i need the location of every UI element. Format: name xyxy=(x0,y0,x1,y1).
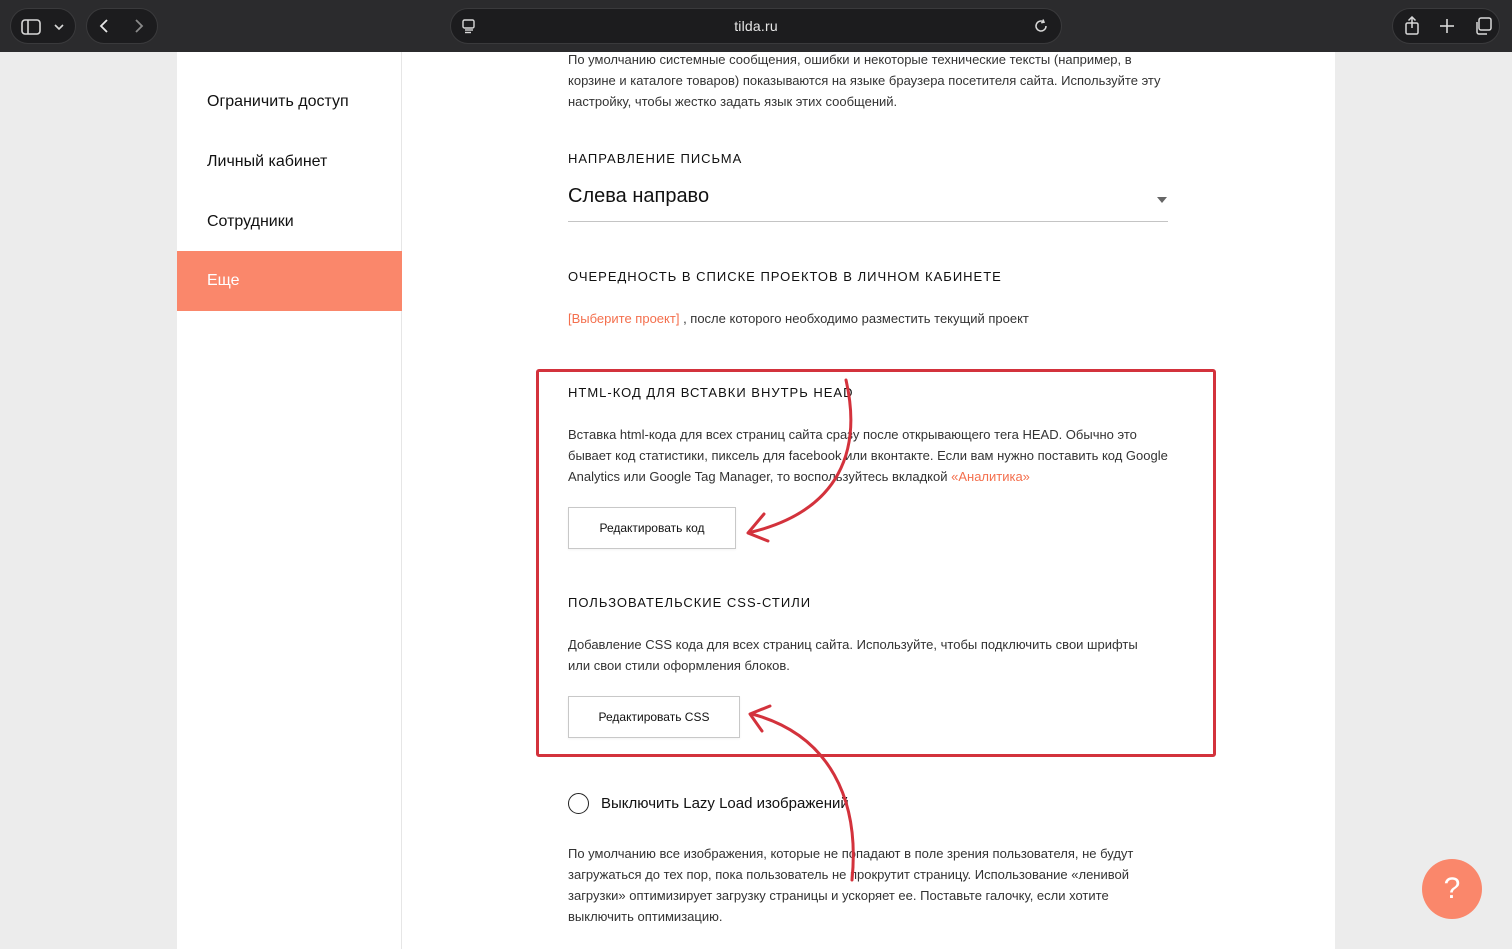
language-note: По умолчанию системные сообщения, ошибки и некоторые технические тексты (например, в корзине и каталоге товаров) показываются на языке браузера посетителя сайта. Используйте эту настройку, чтобы жестко задать язык этих сообщений. xyxy=(568,52,1161,109)
edit-css-button[interactable]: Редактировать CSS xyxy=(568,696,740,738)
custom-css-description: Добавление CSS кода для всех страниц сайта. Используйте, чтобы подключить свои шрифты или свои стили оформления блоков. xyxy=(568,637,1138,673)
choose-project-link[interactable]: [Выберите проект] xyxy=(568,311,680,326)
lazy-load-description: По умолчанию все изображения, которые не попадают в поле зрения пользователя, не будут загружаться до тех пор, пока пользователь не прокрутит страницу. Использование «ленивой загрузки» оптимизирует загрузку страницы и ускоряет ее. Поставьте галочку, если хотите выключить оптимизацию. xyxy=(568,846,1134,924)
sidebar-item-more[interactable] xyxy=(177,251,402,311)
sidebar-item-label: Сотрудники xyxy=(207,213,294,230)
custom-css-label: ПОЛЬЗОВАТЕЛЬСКИЕ CSS-СТИЛИ xyxy=(568,595,812,610)
tabs-icon[interactable] xyxy=(1474,17,1492,35)
sidebar-item-restrict-access[interactable] xyxy=(177,72,402,132)
url-text: tilda.ru xyxy=(734,18,778,34)
plus-icon[interactable] xyxy=(1439,18,1455,34)
sidebar-toggle-icon[interactable] xyxy=(21,19,41,35)
lazy-load-label: Выключить Lazy Load изображений xyxy=(601,795,849,812)
sidebar-item-staff[interactable] xyxy=(177,192,402,252)
help-button[interactable] xyxy=(1422,859,1482,919)
settings-sidebar xyxy=(177,52,402,949)
share-icon[interactable] xyxy=(1404,16,1420,36)
history-nav-group xyxy=(86,8,158,44)
sidebar-item-label: Еще xyxy=(207,272,240,289)
question-mark-icon: ? xyxy=(1443,872,1461,905)
reader-icon[interactable] xyxy=(461,18,477,34)
project-order-suffix: , после которого необходимо разместить текущий проект xyxy=(683,311,1029,326)
head-code-description-text: Вставка html-кода для всех страниц сайта сразу после открывающего тега HEAD. Обычно это бывает код статистики, пиксель для facebook или вконтакте. Если вам нужно поставить код Google Analytics или Google Tag Manager, то воспользуйтесь вкладкой xyxy=(568,427,1168,484)
chevron-down-icon[interactable] xyxy=(53,23,65,31)
sidebar-toggle-group[interactable] xyxy=(10,8,76,44)
dropdown-arrow-icon xyxy=(1156,196,1168,204)
browser-toolbar xyxy=(0,0,1512,52)
edit-code-button[interactable]: Редактировать код xyxy=(568,507,736,549)
writing-direction-select[interactable] xyxy=(568,180,1168,222)
lazy-load-checkbox-row[interactable] xyxy=(568,793,849,814)
analytics-link[interactable]: «Аналитика» xyxy=(951,469,1030,484)
back-arrow-icon[interactable] xyxy=(98,18,110,34)
head-code-label: HTML-КОД ДЛЯ ВСТАВКИ ВНУТРЬ HEAD xyxy=(568,385,854,400)
sidebar-item-label: Ограничить доступ xyxy=(207,93,349,110)
sidebar-item-personal-account[interactable] xyxy=(177,132,402,192)
writing-direction-label: НАПРАВЛЕНИЕ ПИСЬМА xyxy=(568,151,743,166)
reload-icon[interactable] xyxy=(1033,18,1049,34)
annotation-highlight-box xyxy=(536,369,1216,757)
window-actions-group xyxy=(1392,8,1500,44)
forward-arrow-icon[interactable] xyxy=(133,18,145,34)
address-bar[interactable] xyxy=(450,8,1062,44)
project-order-label: ОЧЕРЕДНОСТЬ В СПИСКЕ ПРОЕКТОВ В ЛИЧНОМ КАБИНЕТЕ xyxy=(568,269,1002,284)
sidebar-item-label: Личный кабинет xyxy=(207,153,328,170)
writing-direction-value: Слева направо xyxy=(568,185,710,207)
lazy-load-checkbox[interactable] xyxy=(568,793,589,814)
project-order-row xyxy=(568,308,1029,329)
